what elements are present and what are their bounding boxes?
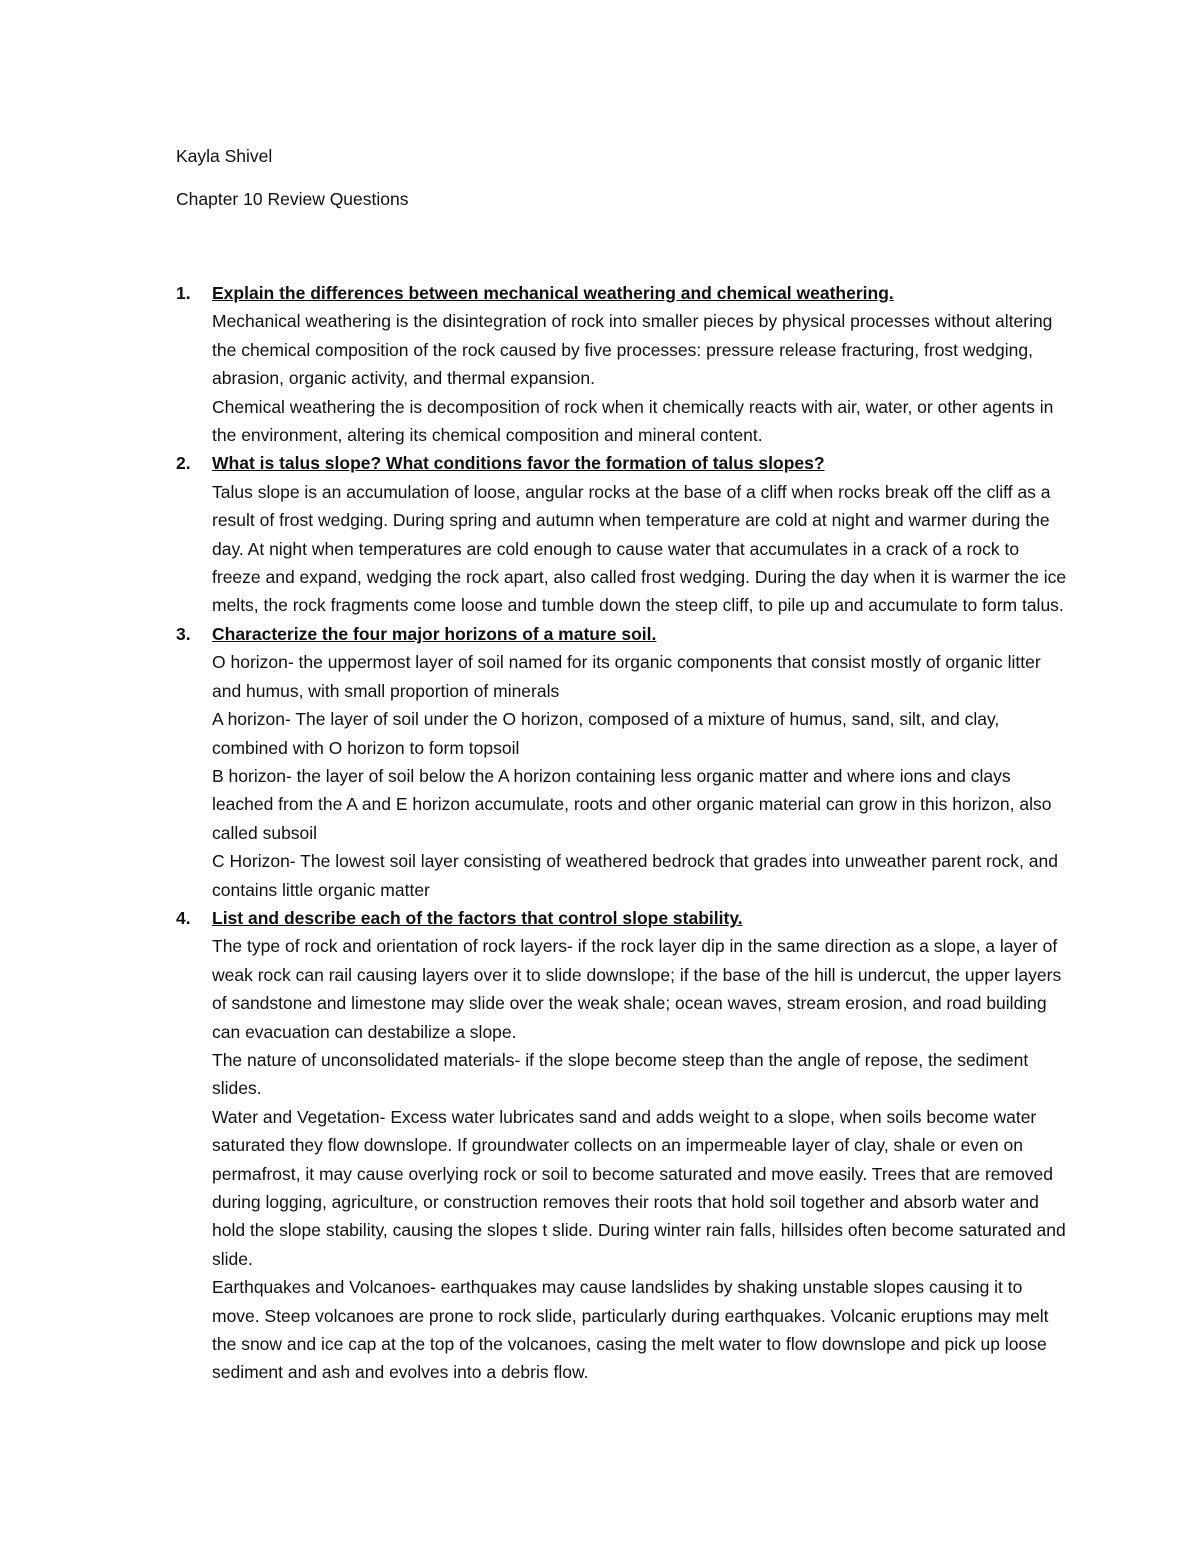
question-number: 1. bbox=[176, 283, 191, 303]
answer-paragraph: Talus slope is an accumulation of loose, angular rocks at the base of a cliff when rocks break off the cliff as a result of frost wedging. During spring and autumn when temperature are cold at night and warmer during the day. At night when temperatures are cold enough to cause water that accumulates in a crack of a rock to freeze and expand, wedging the rock apart, also called frost wedging. During the day when it is warmer the ice melts, the rock fragments come loose and tumble down the steep cliff, to pile up and accumulate to form talus. bbox=[212, 481, 1067, 616]
answer-paragraph: B horizon- the layer of soil below the A horizon containing less organic matter and where ions and clays leached from the A and E horizon accumulate, roots and other organic material can grow in this horizon, also called subsoil bbox=[212, 765, 1052, 843]
question-number: 4. bbox=[176, 907, 191, 928]
question-prompt: Characterize the four major horizons of a mature soil. bbox=[212, 623, 657, 644]
question-list bbox=[176, 279, 1076, 1387]
answer-paragraph: O horizon- the uppermost layer of soil named for its organic components that consist mostly of organic litter and humus, with small proportion of minerals bbox=[212, 652, 1041, 701]
answer-paragraph: The nature of unconsolidated materials- if the slope become steep than the angle of repose, the sediment slides. bbox=[212, 1049, 1029, 1099]
answer-paragraph: The type of rock and orientation of rock layers- if the rock layer dip in the same direction as a slope, a layer of weak rock can rail causing layers over it to slide downslope; if the base of the hill is undercut, the upper layers of sandstone and limestone may slide over the weak shale; ocean waves, stream erosion, and road building can evacuation can destabilize a slope. bbox=[212, 936, 1062, 1042]
answer-paragraph: Chemical weathering the is decomposition of rock when it chemically reacts with air, water, or other agents in the environment, altering its chemical composition and mineral content. bbox=[212, 396, 1054, 446]
question-prompt: What is talus slope? What conditions favor the formation of talus slopes? bbox=[212, 453, 825, 474]
answer-paragraph: C Horizon- The lowest soil layer consisting of weathered bedrock that grades into unweather parent rock, and contains little organic matter bbox=[212, 851, 1058, 900]
answer-paragraph: A horizon- The layer of soil under the O horizon, composed of a mixture of humus, sand, silt, and clay, combined with O horizon to form topsoil bbox=[212, 709, 1000, 758]
answer-paragraph: Earthquakes and Volcanoes- earthquakes may cause landslides by shaking unstable slopes causing it to move. Steep volcanoes are prone to rock slide, particularly during earthquakes. Volcanic eruptions may melt the snow and ice cap at the top of the volcanoes, casing the melt water to flow downslope and pick up loose sediment and ash and evolves into a debris flow. bbox=[212, 1277, 1049, 1383]
document-title: Chapter 10 Review Questions bbox=[176, 189, 409, 209]
answer-paragraph: Water and Vegetation- Excess water lubricates sand and adds weight to a slope, when soils become water saturated they flow downslope. If groundwater collects on an impermeable layer of clay, shale or even on permafrost, it may cause overlying rock or soil to become saturated and move easily. Trees that are removed during logging, agriculture, or construction removes their roots that hold soil together and absorb water and hold the slope stability, causing the slopes t slide. During winter rain falls, hillsides often become saturated and slide. bbox=[212, 1106, 1066, 1269]
question-item bbox=[176, 620, 1076, 904]
author-name: Kayla Shivel bbox=[176, 146, 273, 166]
question-item bbox=[176, 449, 1076, 619]
question-item bbox=[176, 279, 1076, 449]
question-prompt: List and describe each of the factors that control slope stability. bbox=[212, 907, 743, 928]
question-number: 2. bbox=[176, 453, 191, 474]
question-item bbox=[176, 904, 1076, 1387]
question-prompt: Explain the differences between mechanical weathering and chemical weathering. bbox=[212, 283, 894, 303]
answer-paragraph: Mechanical weathering is the disintegration of rock into smaller pieces by physical processes without altering the chemical composition of the rock caused by five processes: pressure release fracturing, frost wedging, abrasion, organic activity, and thermal expansion. bbox=[212, 311, 1053, 389]
question-number: 3. bbox=[176, 623, 191, 644]
